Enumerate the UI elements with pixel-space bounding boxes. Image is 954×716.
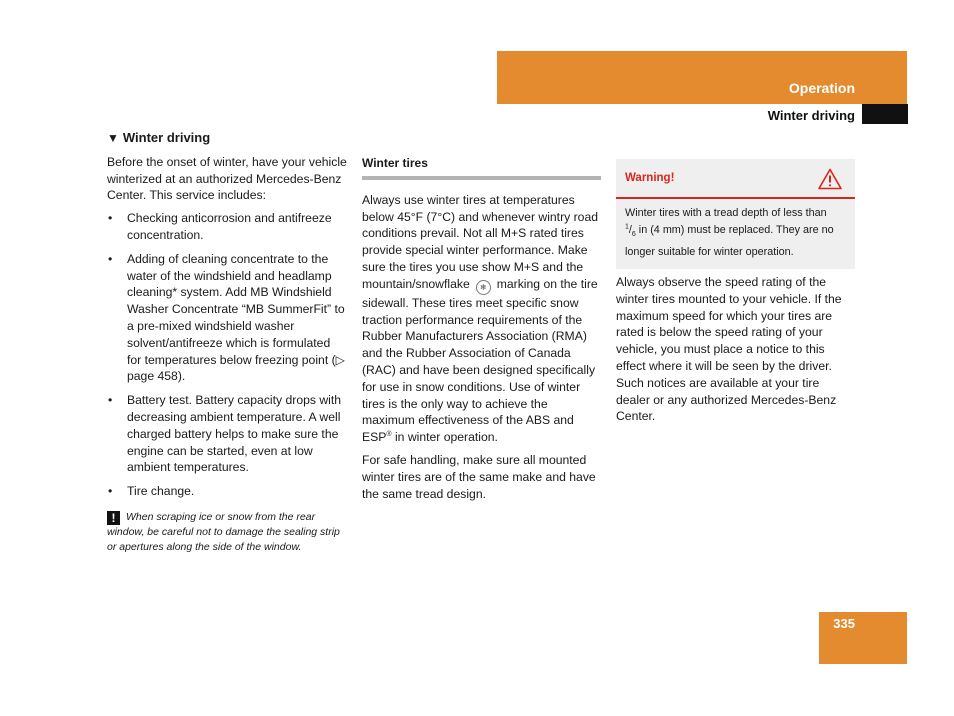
warning-text: Winter tires with a tread depth of less than — [625, 207, 827, 219]
caution-note — [107, 510, 347, 554]
section-heading-text: Winter driving — [122, 130, 211, 145]
bullet-icon: • — [108, 251, 113, 266]
column-right — [616, 274, 856, 431]
paragraph-text: Always use winter tires at temperatures below 45°F (7°C) and whenever wintry road conditions prevail. Not all M+S rated tires provide special winter performance. Make sure the tires you use show M+S and the mountain/snowflake — [362, 192, 599, 291]
safe-handling-paragraph: For safe handling, make sure all mounted winter tires are of the same make and have the same tread design. — [362, 452, 596, 501]
fraction: $^1/_6$ — [625, 223, 636, 238]
bullet-icon: • — [108, 484, 113, 499]
paragraph-text: in winter operation. — [391, 430, 498, 445]
header-tab-marker — [862, 104, 908, 124]
header-bar — [497, 51, 907, 104]
list-item — [107, 210, 347, 244]
list-item-text: Checking anticorrosion and antifreeze concentration. — [127, 211, 332, 242]
fraction-denominator: 6 — [631, 230, 636, 238]
column-middle — [362, 155, 601, 508]
column-left — [107, 130, 347, 554]
winter-tires-heading: Winter tires — [362, 155, 601, 180]
section-heading — [107, 130, 347, 147]
intro-paragraph: Before the onset of winter, have your vehicle winterized at an authorized Mercedes-Benz Center. This service includes: — [107, 154, 347, 203]
list-item-text: Tire change. — [127, 484, 195, 499]
bullet-icon: • — [108, 211, 113, 226]
triangle-down-icon: ▼ — [107, 131, 119, 145]
warning-title: Warning! — [625, 172, 675, 184]
snowflake-mountain-icon: ❄ — [476, 280, 491, 295]
fraction-numerator: 1 — [625, 223, 629, 231]
paragraph-text: marking on the tire sidewall. These tires meet specific snow traction performance requirements of the Rubber Manufacturers Association (RMA) and the Rubber Association of Canada (RAC) and have been designed specifically for use in snow conditions. Use of winter tires is the only way to achieve the maximum effectiveness of the ABS and ESP — [362, 276, 598, 445]
list-item — [107, 483, 347, 500]
speed-rating-paragraph: Always observe the speed rating of the winter tires mounted to your vehicle. If the maximum speed for which your tires are rated is below the speed rating of your vehicle, you must place a notice to this effect where it will be seen by the driver. Such notices are available at your tire dealer or any authorized Mercedes-Benz Center. — [616, 275, 842, 424]
warning-box — [616, 159, 855, 269]
section-title: Operation — [788, 80, 855, 96]
warning-header — [616, 159, 855, 199]
subsection-title: Winter driving — [767, 108, 855, 123]
winter-tires-paragraph — [362, 192, 601, 446]
list-item — [107, 251, 347, 385]
page-number: 335 — [833, 616, 855, 631]
warning-text: in (4 mm) must be replaced. They are no longer suitable for winter operation. — [625, 223, 834, 258]
caution-note-text: When scraping ice or snow from the rear window, be careful not to damage the sealing strip or apertures along the side of the window. — [107, 510, 340, 553]
warning-body — [616, 199, 855, 269]
registered-mark: ® — [386, 431, 392, 439]
list-item — [107, 392, 347, 476]
warning-triangle-icon — [818, 168, 842, 190]
service-list — [107, 210, 347, 500]
exclamation-icon: ! — [107, 511, 120, 525]
bullet-icon: • — [108, 393, 113, 408]
page-number-bar — [819, 612, 907, 664]
list-item-text: Battery test. Battery capacity drops with decreasing ambient temperature. A well charged battery helps to make sure the engine can be started, even at low ambient temperatures. — [127, 393, 342, 475]
list-item-text: Adding of cleaning concentrate to the water of the windshield and headlamp cleaning* system. Add MB Windshield Washer Concentrate “MB SummerFit” to a pre-mixed windshield washer solvent/antifreeze which is formulated for temperatures below freezing point (▷ page 458). — [127, 251, 346, 384]
